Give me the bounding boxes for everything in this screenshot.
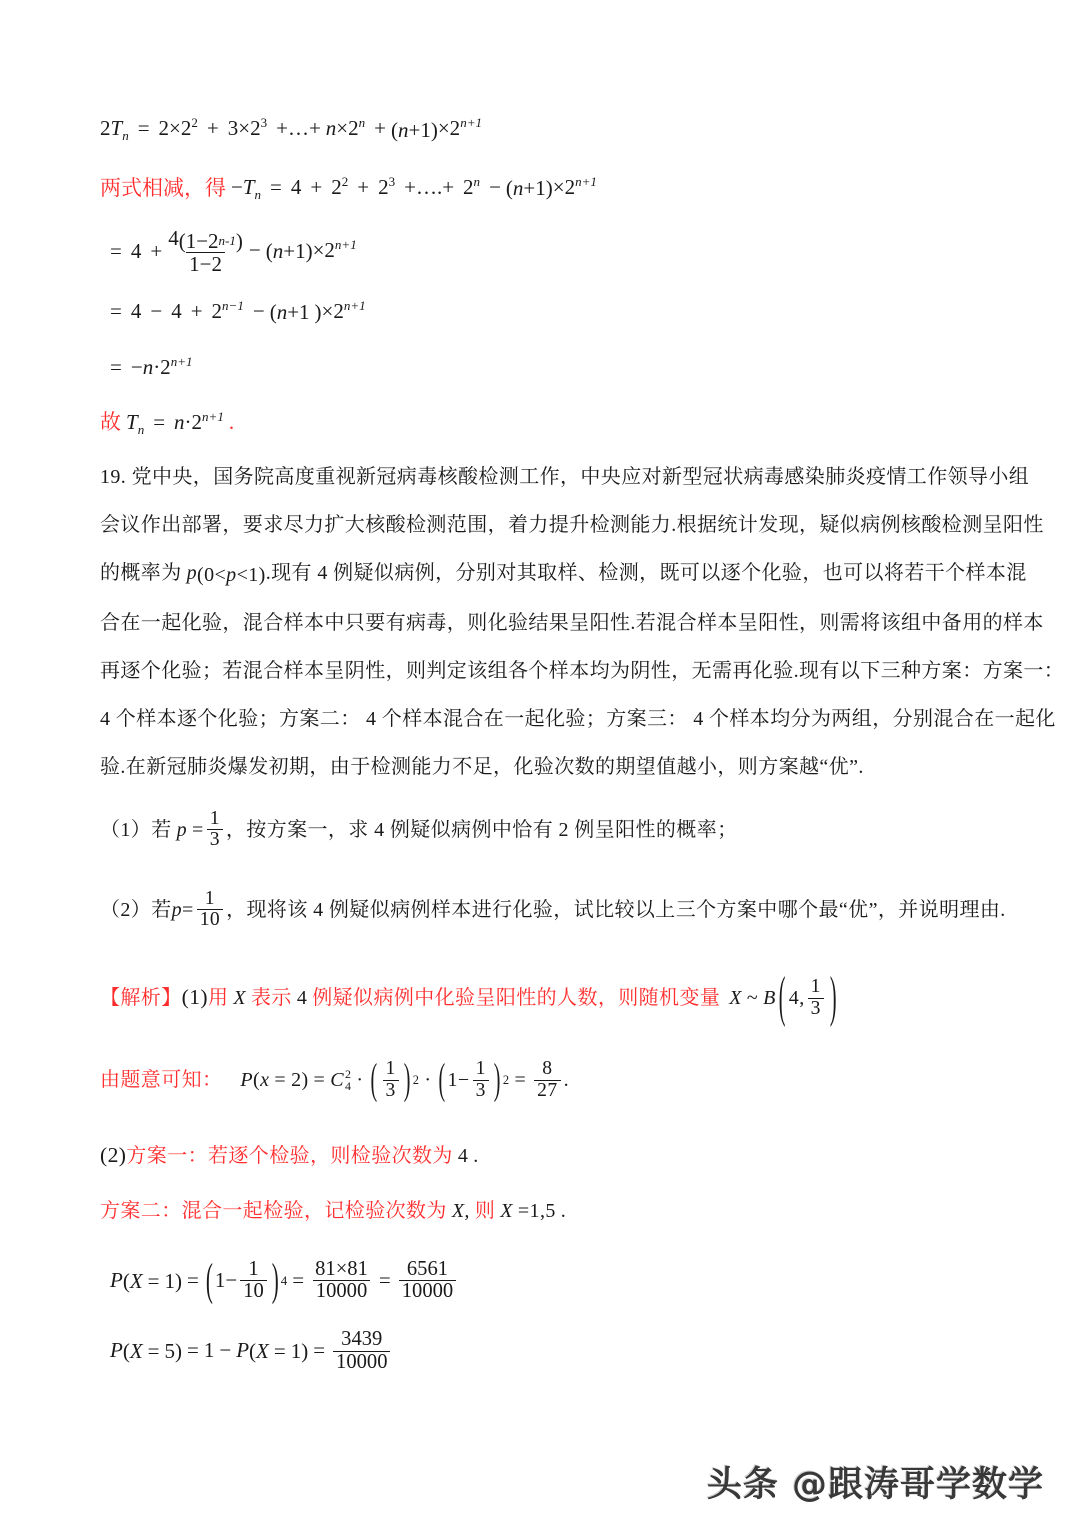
equation-expand-step: = $4 - 4 + 2^{n-1}$ − ( n +1 ) $\times 2^{n+1}$ bbox=[110, 297, 366, 325]
equation-PX5: P ( X = 5 ) = 1 − P ( X = 1 ) = $\frac{3439}{10000}$ bbox=[100, 1329, 980, 1373]
question-line-1: 19. 党中央，国务院高度重视新冠病毒核酸检测工作，中央应对新型冠状病毒感染肺炎疫情工作领导小组 bbox=[100, 466, 1030, 489]
solution-part1-text-b: 表示 bbox=[251, 987, 292, 1010]
solution-part-1: 【解析】 (1) 用 X 表示 4 例疑似病例中化验呈阳性的人数，则随机变量 X ~ B ( 4 , $\frac{1}{3}$ ) bbox=[100, 967, 837, 1029]
solution-part1-text-a: 用 bbox=[208, 987, 229, 1010]
dist-tilde: ~ bbox=[746, 987, 759, 1010]
known-label: 由题意可知： bbox=[100, 1069, 223, 1092]
question-line-5: 再逐个化验；若混合样本呈阴性，则判定该组各个样本均为阴性，无需再化验.现有以下三种方案：方案一： bbox=[100, 659, 1065, 682]
dist-p-denominator: 3 bbox=[808, 998, 824, 1020]
px1-res-num: 6561 bbox=[406, 1257, 449, 1280]
sub1-prefix: （1）若 bbox=[100, 818, 172, 841]
sub1-p-numerator: 1 bbox=[209, 807, 220, 829]
question-line-7: 验.在新冠肺炎爆发初期，由于检测能力不足，化验次数的期望值越小，则方案越“优”. bbox=[100, 755, 864, 778]
question-sub-1: （1）若 p = $\frac{1}{3}$ ，按方案一，求 4 例疑似病例中恰有 2 例呈阳性的概率； bbox=[100, 807, 738, 851]
plan1-period: . bbox=[473, 1145, 479, 1168]
known-result-numerator: 8 bbox=[542, 1058, 553, 1080]
solution-part1-text-c: 例疑似病例中化验呈阳性的人数，则随机变量 bbox=[312, 987, 721, 1010]
plan2-variable-2: X bbox=[500, 1199, 513, 1222]
sub2-prefix: （2）若 bbox=[100, 898, 172, 921]
watermark: 头条 @跟涛哥学数学 bbox=[706, 1465, 1044, 1505]
solution-part1-marker: (1) bbox=[181, 985, 208, 1010]
plan2-period: . bbox=[560, 1199, 567, 1222]
subtract-label: 两式相减，得 bbox=[100, 175, 226, 200]
plan2-variable: X, bbox=[451, 1199, 470, 1222]
px1-base-num: 1 bbox=[248, 1257, 259, 1280]
sub2-p-numerator: 1 bbox=[204, 887, 215, 909]
question-line-6: 4 个样本逐个化验；方案二： 4 个样本混合在一起化验；方案三： 4 个样本均分为两组，分别混合在一起化 bbox=[100, 707, 1056, 730]
equation-subtract-line: 两式相减，得 $-T_n = 4 + 2^2 + 2^3$ +….+ $2^n$ − ( n +1 ) $\times 2^{n+1}$ bbox=[100, 173, 597, 202]
plan1-value: 4 bbox=[457, 1145, 469, 1168]
dist-variable: X bbox=[729, 987, 742, 1010]
dist-B: B bbox=[763, 987, 776, 1010]
sub1-rest: ，按方案一，求 4 例疑似病例中恰有 2 例呈阳性的概率； bbox=[225, 818, 738, 841]
px1-res-den: 10000 bbox=[399, 1280, 456, 1303]
px1-mid-num: 81×81 bbox=[315, 1257, 368, 1280]
solution-known-line: 由题意可知： P ( x = 2 ) = C 2 4 · ( $\frac{1}{3}$ ) 2 · ( 1− $\frac{1}{3}$ ) 2 = $\frac{8}{27}$ . bbox=[100, 1056, 569, 1104]
solution-part2-marker: (2) bbox=[100, 1143, 127, 1168]
plan2-then: 则 bbox=[474, 1199, 496, 1222]
combination-symbol: C 2 4 bbox=[330, 1067, 352, 1094]
sub2-rest: ，现将该 4 例疑似病例样本进行化验，试比较以上三个方案中哪个最“优”，并说明理由. bbox=[226, 898, 1006, 921]
question-line-2: 会议作出部署，要求尽力扩大核酸检测范围，着力提升检测能力.根据统计发现，疑似病例核酸检测呈阳性 bbox=[100, 514, 1044, 537]
px5-res-num: 3439 bbox=[341, 1328, 383, 1350]
therefore-label: 故 bbox=[100, 410, 121, 435]
sub2-p-denominator: 10 bbox=[197, 909, 223, 931]
solution-header: 【解析】 bbox=[100, 987, 182, 1010]
equation-PX1: P ( X = 1 ) = ( 1− $\frac{1}{10}$ ) 4 = $\frac{81\times 81}{10000}$ = $\frac{6561}{10000}$ bbox=[100, 1259, 980, 1303]
sub1-p-denominator: 3 bbox=[207, 829, 223, 851]
dist-p-numerator: 1 bbox=[810, 975, 821, 997]
question-line-3: 的概率为 p ( 0< p <1 ) .现有 4 例疑似病例，分别对其取样、检测，既可以逐个化验，也可以将若干个样本混 bbox=[100, 562, 1027, 586]
equation-fraction-step: = 4 + 4 ( 1−2 n-1 ) 1−2 − ( n +1 ) $\times 2^{n+1}$ bbox=[110, 226, 357, 276]
solution-random-variable: X bbox=[233, 987, 247, 1010]
plan2-label: 方案二： bbox=[100, 1199, 182, 1222]
question-sub-2: （2）若 p = $\frac{1}{10}$ ，现将该 4 例疑似病例样本进行化验，试比较以上三个方案中哪个最“优”，并说明理由. bbox=[100, 887, 1006, 931]
plan2-values: =1,5 bbox=[517, 1199, 556, 1222]
equation-2Tn: $2T_n = 2\times 2^2 + 3\times 2^3$ +…+ $n\times 2^n$ + ( n +1 ) $\times 2^{n+1}$ bbox=[100, 115, 482, 144]
solution-part1-count: 4 bbox=[296, 987, 308, 1010]
dist-n: 4 bbox=[788, 987, 800, 1010]
document-content bbox=[100, 115, 1065, 1373]
px5-res-den: 10000 bbox=[333, 1351, 390, 1374]
px1-base-den: 10 bbox=[240, 1280, 267, 1303]
solution-part-2-plan1 bbox=[100, 1145, 980, 1167]
plan1-text: 若逐个检验，则检验次数为 bbox=[208, 1145, 453, 1168]
equation-result-Tn: 故 $T_n = n\cdot 2^{n+1}$ . bbox=[100, 409, 235, 438]
plan1-label: 方案一： bbox=[126, 1145, 208, 1168]
question-line-4: 合在一起化验，混合样本中只要有病毒，则化验结果呈阳性.若混合样本呈阳性，则需将该组中备用的样本 bbox=[100, 611, 1044, 634]
px1-mid-den: 10000 bbox=[313, 1280, 370, 1303]
equation-final-negative: = $-n\cdot 2^{n+1}$ bbox=[110, 354, 193, 380]
known-result-denominator: 27 bbox=[534, 1080, 560, 1102]
plan2-text: 混合一起检验，记检验次数为 bbox=[181, 1199, 447, 1222]
solution-plan2 bbox=[100, 1201, 980, 1221]
